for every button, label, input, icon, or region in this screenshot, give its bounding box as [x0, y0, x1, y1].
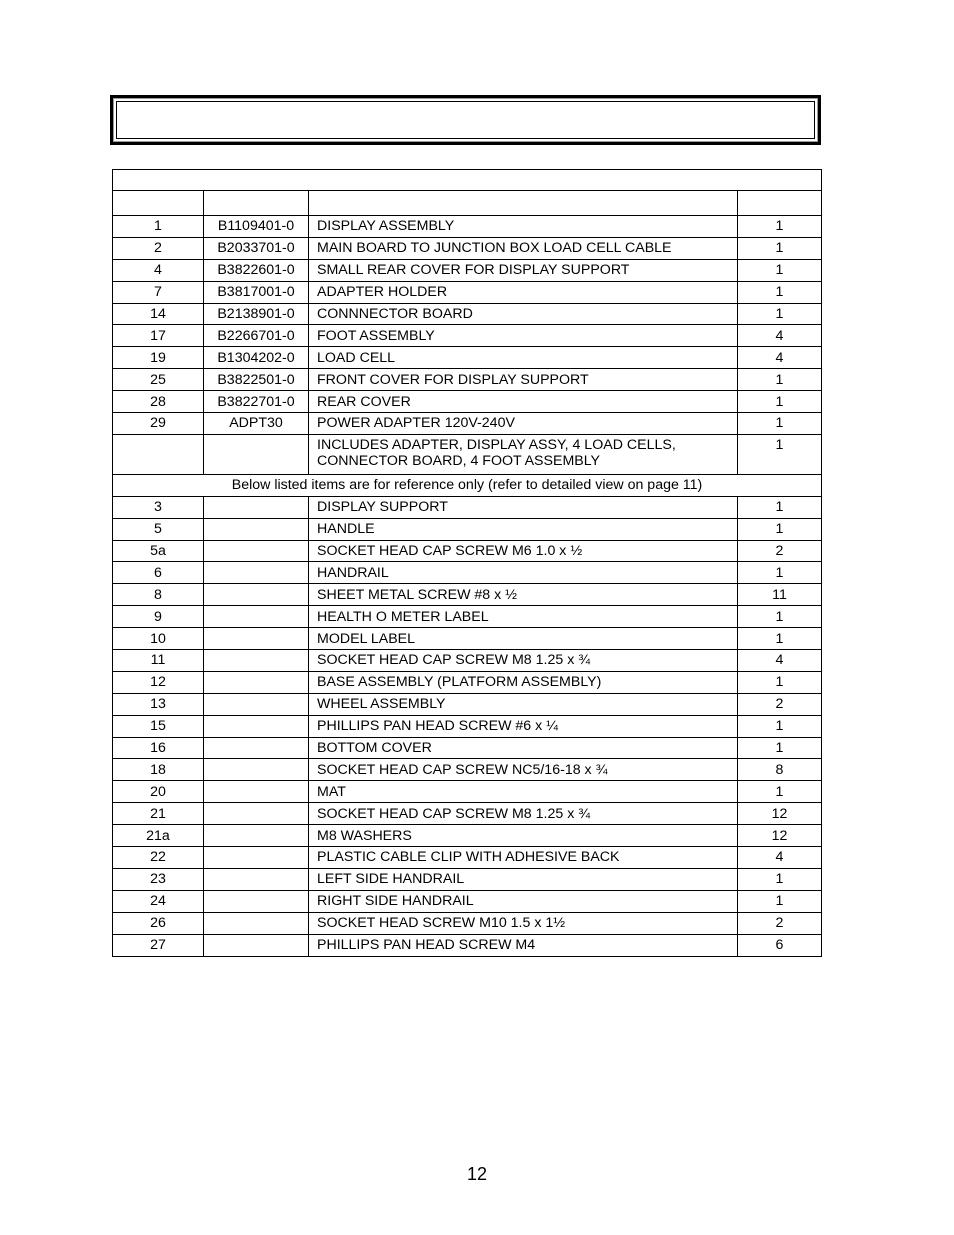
item-cell: 27 — [113, 934, 204, 956]
header-description — [309, 191, 738, 216]
description-cell: LEFT SIDE HANDRAIL — [309, 868, 738, 890]
table-row — [113, 369, 822, 391]
part-number-cell — [204, 759, 309, 781]
description-cell: PHILLIPS PAN HEAD SCREW M4 — [309, 934, 738, 956]
table-row — [113, 825, 822, 847]
table-row — [113, 759, 822, 781]
item-cell: 7 — [113, 281, 204, 303]
description-cell: FOOT ASSEMBLY — [309, 325, 738, 347]
item-cell: 23 — [113, 868, 204, 890]
item-cell: 21a — [113, 825, 204, 847]
quantity-cell: 1 — [738, 562, 822, 584]
part-number-cell — [204, 584, 309, 606]
part-number-cell — [204, 934, 309, 956]
part-number-cell — [204, 562, 309, 584]
part-number-cell: B3822601-0 — [204, 259, 309, 281]
description-cell: DISPLAY SUPPORT — [309, 496, 738, 518]
part-number-cell — [204, 693, 309, 715]
quantity-cell: 1 — [738, 715, 822, 737]
quantity-cell: 12 — [738, 825, 822, 847]
table-row — [113, 413, 822, 435]
table-row — [113, 303, 822, 325]
quantity-cell: 1 — [738, 259, 822, 281]
part-number-cell — [204, 847, 309, 869]
description-cell: RIGHT SIDE HANDRAIL — [309, 890, 738, 912]
part-number-cell: B1109401-0 — [204, 216, 309, 238]
item-cell: 28 — [113, 391, 204, 413]
table-row — [113, 803, 822, 825]
description-cell: HANDRAIL — [309, 562, 738, 584]
part-number-cell: B2138901-0 — [204, 303, 309, 325]
quantity-cell: 2 — [738, 540, 822, 562]
header-quantity — [738, 191, 822, 216]
table-row — [113, 216, 822, 238]
description-cell: FRONT COVER FOR DISPLAY SUPPORT — [309, 369, 738, 391]
item-cell: 15 — [113, 715, 204, 737]
description-cell: HEALTH O METER LABEL — [309, 606, 738, 628]
part-number-cell — [204, 496, 309, 518]
description-cell: MAIN BOARD TO JUNCTION BOX LOAD CELL CABLE — [309, 237, 738, 259]
description-cell: ADAPTER HOLDER — [309, 281, 738, 303]
description-cell: LOAD CELL — [309, 347, 738, 369]
description-cell: BASE ASSEMBLY (PLATFORM ASSEMBLY) — [309, 671, 738, 693]
description-cell: SMALL REAR COVER FOR DISPLAY SUPPORT — [309, 259, 738, 281]
parts-table — [112, 169, 822, 957]
description-cell: CONNNECTOR BOARD — [309, 303, 738, 325]
quantity-cell: 11 — [738, 584, 822, 606]
description-cell: SOCKET HEAD CAP SCREW NC5/16-18 x ¾ — [309, 759, 738, 781]
part-number-cell — [204, 803, 309, 825]
quantity-cell: 4 — [738, 325, 822, 347]
table-row — [113, 781, 822, 803]
table-row — [113, 628, 822, 650]
table-row — [113, 562, 822, 584]
description-cell: MODEL LABEL — [309, 628, 738, 650]
part-number-cell — [204, 540, 309, 562]
part-number-cell: B1304202-0 — [204, 347, 309, 369]
table-row — [113, 434, 822, 474]
quantity-cell: 4 — [738, 650, 822, 672]
part-number-cell — [204, 434, 309, 474]
table-row — [113, 540, 822, 562]
item-cell: 25 — [113, 369, 204, 391]
table-row — [113, 934, 822, 956]
table-row — [113, 868, 822, 890]
quantity-cell: 4 — [738, 847, 822, 869]
quantity-cell: 1 — [738, 413, 822, 435]
quantity-cell: 1 — [738, 237, 822, 259]
table-row — [113, 693, 822, 715]
item-cell: 18 — [113, 759, 204, 781]
page-title-box — [110, 95, 821, 145]
item-cell: 10 — [113, 628, 204, 650]
part-number-cell — [204, 890, 309, 912]
reference-note-row — [113, 474, 822, 496]
description-cell: SOCKET HEAD SCREW M10 1.5 x 1½ — [309, 912, 738, 934]
quantity-cell: 6 — [738, 934, 822, 956]
part-number-cell — [204, 518, 309, 540]
item-cell: 1 — [113, 216, 204, 238]
quantity-cell: 2 — [738, 693, 822, 715]
table-row — [113, 281, 822, 303]
description-cell: MAT — [309, 781, 738, 803]
description-cell: POWER ADAPTER 120V-240V — [309, 413, 738, 435]
table-row — [113, 606, 822, 628]
table-row — [113, 259, 822, 281]
quantity-cell: 1 — [738, 216, 822, 238]
part-number-cell: B3822501-0 — [204, 369, 309, 391]
table-row — [113, 237, 822, 259]
table-row — [113, 671, 822, 693]
quantity-cell: 1 — [738, 303, 822, 325]
description-cell: SOCKET HEAD CAP SCREW M8 1.25 x ¾ — [309, 650, 738, 672]
table-row — [113, 584, 822, 606]
quantity-cell: 1 — [738, 496, 822, 518]
quantity-cell: 1 — [738, 369, 822, 391]
item-cell: 16 — [113, 737, 204, 759]
table-caption-row — [113, 170, 822, 191]
description-cell: SOCKET HEAD CAP SCREW M6 1.0 x ½ — [309, 540, 738, 562]
part-number-cell — [204, 671, 309, 693]
item-cell: 21 — [113, 803, 204, 825]
item-cell: 14 — [113, 303, 204, 325]
quantity-cell: 1 — [738, 281, 822, 303]
item-cell: 29 — [113, 413, 204, 435]
quantity-cell: 1 — [738, 868, 822, 890]
table-row — [113, 737, 822, 759]
part-number-cell — [204, 737, 309, 759]
item-cell: 8 — [113, 584, 204, 606]
item-cell: 24 — [113, 890, 204, 912]
description-cell: DISPLAY ASSEMBLY — [309, 216, 738, 238]
reference-note: Below listed items are for reference only (refer to detailed view on page 11) — [113, 474, 822, 496]
header-part-number — [204, 191, 309, 216]
quantity-cell: 1 — [738, 781, 822, 803]
table-row — [113, 650, 822, 672]
description-cell: HANDLE — [309, 518, 738, 540]
part-number-cell — [204, 781, 309, 803]
quantity-cell: 1 — [738, 737, 822, 759]
item-cell: 19 — [113, 347, 204, 369]
item-cell: 3 — [113, 496, 204, 518]
item-cell: 26 — [113, 912, 204, 934]
description-cell: PLASTIC CABLE CLIP WITH ADHESIVE BACK — [309, 847, 738, 869]
table-row — [113, 912, 822, 934]
part-number-cell — [204, 628, 309, 650]
description-cell: PHILLIPS PAN HEAD SCREW #6 x ¼ — [309, 715, 738, 737]
part-number-cell — [204, 650, 309, 672]
part-number-cell: ADPT30 — [204, 413, 309, 435]
table-row — [113, 847, 822, 869]
description-cell: REAR COVER — [309, 391, 738, 413]
quantity-cell: 4 — [738, 347, 822, 369]
quantity-cell: 2 — [738, 912, 822, 934]
table-caption — [113, 170, 822, 191]
item-cell: 20 — [113, 781, 204, 803]
table-row — [113, 518, 822, 540]
table-row — [113, 715, 822, 737]
header-item — [113, 191, 204, 216]
part-number-cell — [204, 715, 309, 737]
part-number-cell — [204, 606, 309, 628]
item-cell: 5a — [113, 540, 204, 562]
table-row — [113, 496, 822, 518]
part-number-cell: B2266701-0 — [204, 325, 309, 347]
item-cell: 22 — [113, 847, 204, 869]
description-cell: SOCKET HEAD CAP SCREW M8 1.25 x ¾ — [309, 803, 738, 825]
quantity-cell: 1 — [738, 391, 822, 413]
table-row — [113, 391, 822, 413]
item-cell: 17 — [113, 325, 204, 347]
item-cell: 12 — [113, 671, 204, 693]
item-cell: 11 — [113, 650, 204, 672]
table-row — [113, 347, 822, 369]
part-number-cell: B3817001-0 — [204, 281, 309, 303]
description-cell: WHEEL ASSEMBLY — [309, 693, 738, 715]
quantity-cell: 1 — [738, 628, 822, 650]
part-number-cell — [204, 825, 309, 847]
part-number-cell — [204, 868, 309, 890]
item-cell: 2 — [113, 237, 204, 259]
quantity-cell: 1 — [738, 518, 822, 540]
quantity-cell: 1 — [738, 606, 822, 628]
description-cell: SHEET METAL SCREW #8 x ½ — [309, 584, 738, 606]
item-cell: 5 — [113, 518, 204, 540]
description-cell: INCLUDES ADAPTER, DISPLAY ASSY, 4 LOAD CELLS, CONNECTOR BOARD, 4 FOOT ASSEMBLY — [309, 434, 738, 474]
quantity-cell: 1 — [738, 890, 822, 912]
item-cell: 4 — [113, 259, 204, 281]
description-cell: M8 WASHERS — [309, 825, 738, 847]
quantity-cell: 12 — [738, 803, 822, 825]
part-number-cell: B3822701-0 — [204, 391, 309, 413]
table-row — [113, 890, 822, 912]
table-row — [113, 325, 822, 347]
quantity-cell: 1 — [738, 671, 822, 693]
item-cell: 13 — [113, 693, 204, 715]
page-number: 12 — [466, 1164, 488, 1184]
item-cell: 6 — [113, 562, 204, 584]
part-number-cell — [204, 912, 309, 934]
description-cell: BOTTOM COVER — [309, 737, 738, 759]
quantity-cell: 8 — [738, 759, 822, 781]
item-cell — [113, 434, 204, 474]
table-header-row — [113, 191, 822, 216]
quantity-cell: 1 — [738, 434, 822, 474]
part-number-cell: B2033701-0 — [204, 237, 309, 259]
item-cell: 9 — [113, 606, 204, 628]
